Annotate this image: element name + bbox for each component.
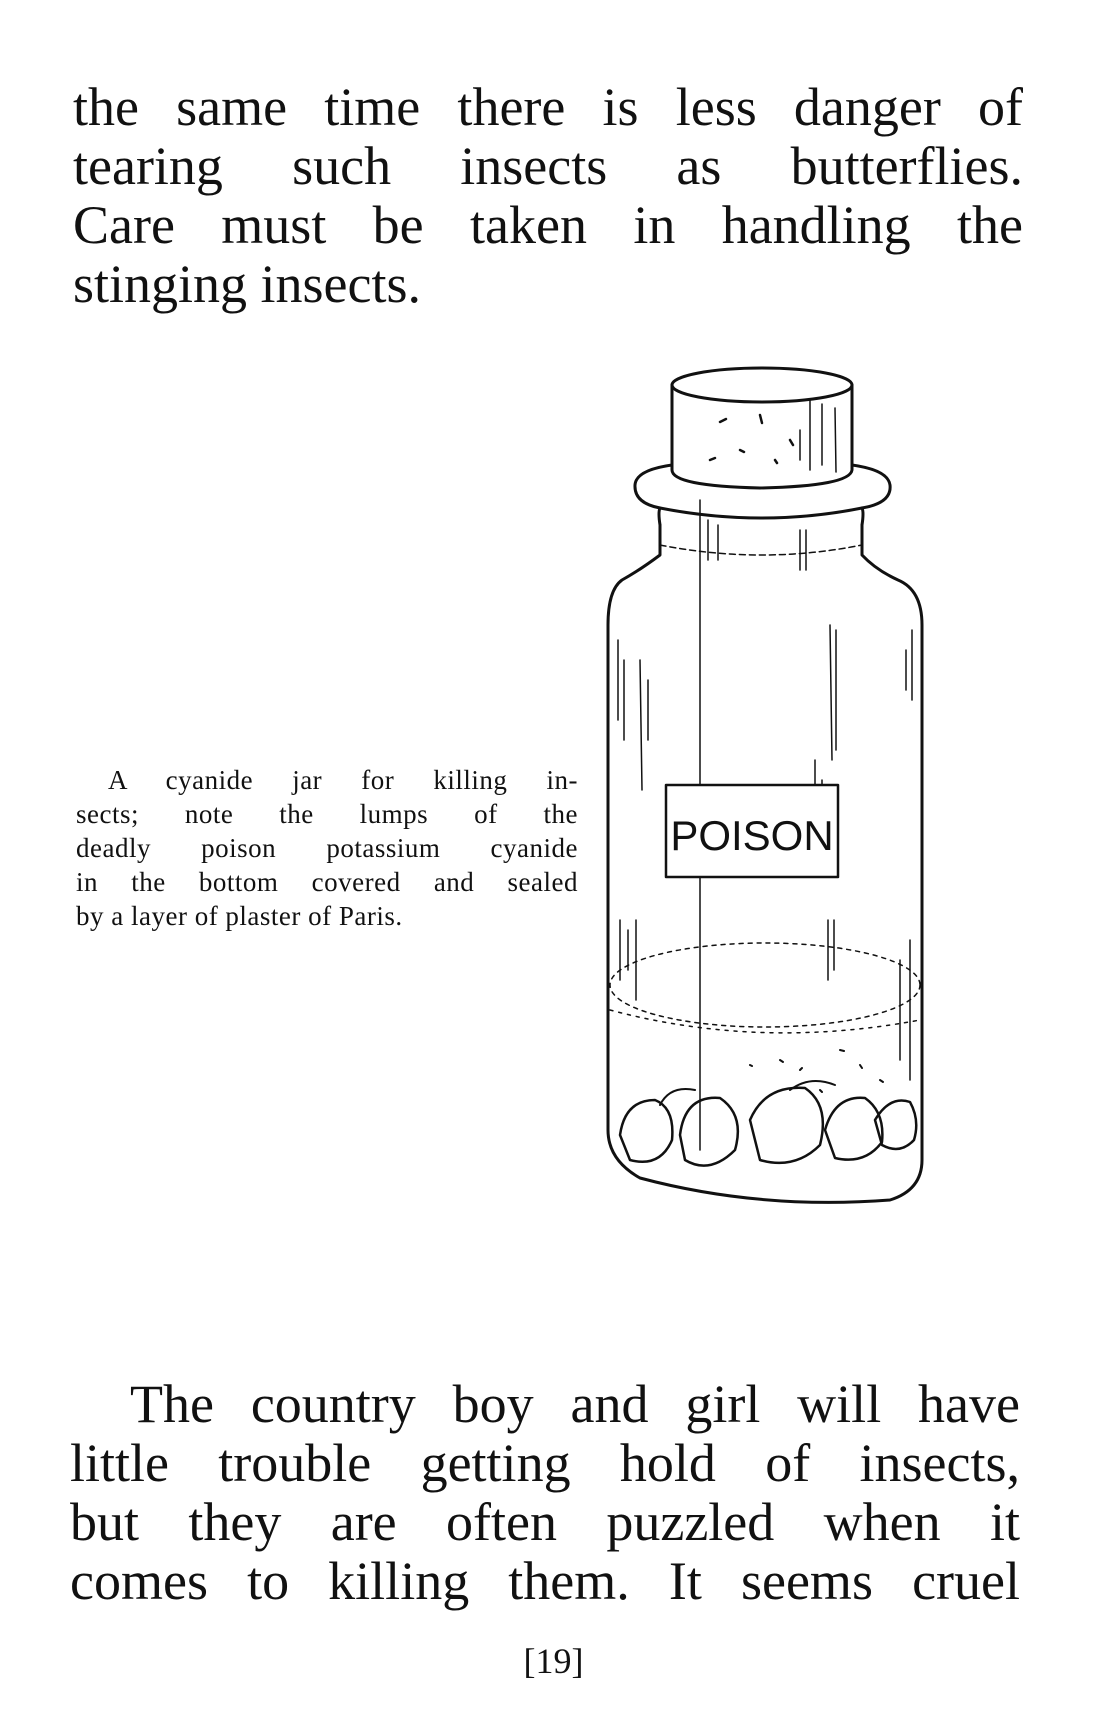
top-paragraph — [73, 78, 1023, 314]
caption-line: sects; note the lumps of the — [76, 799, 578, 829]
page-number: [19] — [523, 1641, 584, 1681]
text-line: Care must be taken in handling the — [73, 195, 1023, 255]
bottom-paragraph — [70, 1375, 1020, 1611]
figure-caption — [76, 763, 578, 933]
caption-line: deadly poison potassium cyanide — [76, 833, 578, 863]
text-line: tearing such insects as butterflies. — [73, 136, 1023, 196]
cyanide-lumps-drawing — [620, 1081, 916, 1166]
text-line: little trouble getting hold of insects, — [70, 1433, 1020, 1493]
text-line: but they are often puzzled when it — [70, 1492, 1020, 1552]
text-line: The country boy and girl will have — [130, 1374, 1020, 1434]
text-line: comes to killing them. It seems cruel — [70, 1551, 1020, 1611]
poison-label-text: POISON — [670, 812, 834, 859]
cork-drawing — [672, 368, 852, 488]
caption-line: by a layer of plaster of Paris. — [76, 901, 403, 931]
text-line: stinging insects. — [73, 254, 421, 314]
caption-line: A cyanide jar for killing in- — [108, 765, 578, 795]
cyanide-jar-illustration — [600, 360, 1020, 1350]
text-line: the same time there is less danger of — [73, 77, 1023, 137]
caption-line: in the bottom covered and sealed — [76, 867, 578, 897]
plaster-layer-drawing — [610, 943, 920, 1092]
